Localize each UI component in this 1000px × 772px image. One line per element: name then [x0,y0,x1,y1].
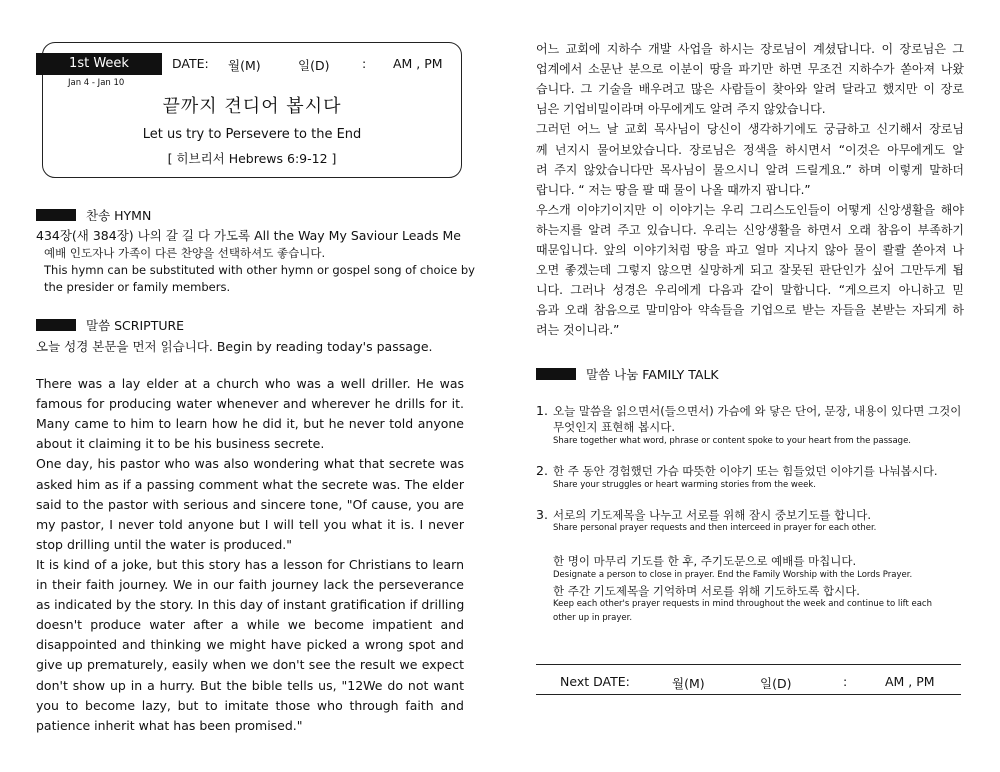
story-line: in their faith journey. We in our faith journey lack the perseverance [36,577,464,592]
ampm-label: AM , PM [393,56,443,71]
scripture-heading-text: 말씀 SCRIPTURE [86,318,185,333]
talk-item-ko: 서로의 기도제목을 나누고 서로를 위해 잠시 중보기도를 합니다. [553,508,872,522]
next-month-label: 월(M) [672,676,705,691]
hymn-line: 434장(새 384장) 나의 갈 길 다 가도록 All the Way My Saviour Leads Me [36,228,461,243]
story-line: as indicated by the story. In this day of instant gratification if drilling [36,597,465,613]
korean-story-line: 니다. 그러나 성경은 우리에게 다음과 같이 말합니다. “게으르지 아니하고 믿 [536,283,964,298]
scripture-reference: [ 히브리서 Hebrews 6:9-12 ] [167,151,337,166]
scripture-heading [36,316,184,334]
story-line: disappointed and thinking we might have picked a wrong spot and [36,637,464,653]
story-line: give up prematurely, easily when we don't see the result we expect [36,657,464,673]
korean-story-line: 그러던 어느 날 교회 목사님이 당신이 생각하기에도 궁금하고 신기해서 장로님 [536,122,964,137]
remember-en: Keep each other's prayer requests in mind throughout the week and continue to lift each [553,599,932,609]
story-line: famous for producing water whenever and wherever he drills for it. [36,396,464,412]
heading-bar [36,319,76,331]
divider-bottom [536,694,961,695]
talk-item-en: Share together what word, phrase or content spoke to your heart from the passage. [553,436,912,446]
hymn-heading [36,206,151,224]
talk-item-ko: 오늘 말씀을 읽으면서(들으면서) 가슴에 와 닿은 단어, 문장, 내용이 있다면 그것이 [553,404,962,418]
korean-story-line: 께 넌지시 물어보았습니다. 장로님은 정색을 하시면서 “이것은 아무에게도 알 [536,142,964,157]
korean-story-line: 려 주지 않았습니다만 목사님이 물으시니 알려 드릴게요.” 하며 이렇게 말하더 [536,162,964,177]
story-line: patience inherit what has been promised." [36,717,303,733]
family-talk-heading [536,365,719,383]
remember-ko: 한 주간 기도제목을 기억하며 서로를 위해 기도하도록 합시다. [553,584,860,598]
story-line: One day, his pastor who was also wondering what that secrete was [36,456,464,472]
closing-en: Designate a person to close in prayer. End the Family Worship with the Lords Prayer. [553,570,913,580]
date-label: DATE: [172,56,209,71]
korean-story-line: 려는 것이니라.” [536,323,620,338]
next-date-label: Next DATE: [560,674,630,689]
closing-ko: 한 명이 마무리 기도를 한 후, 주기도문으로 예배를 마칩니다. [553,554,857,568]
hymn-line: the presider or family members. [44,280,231,294]
story-line: doesn't produce water after a while we become impatient and [36,617,464,633]
story-line: you to become lazy, but to imitate those who through faith and [36,697,464,713]
korean-story-line: 습니다. 그 기술을 배우려고 많은 사람들이 찾아와 알려 달라고 했지만 이 장로 [536,82,964,97]
page-subtitle: Let us try to Persevere to the End [142,127,362,142]
talk-item-number: 3. [536,507,548,522]
story-line: stop drilling until the water is produced." [36,536,292,552]
next-colon: : [843,674,848,689]
korean-story-line: 오면 좋겠는데 그렇지 않으면 실망하게 되고 잘못된 판단인가 싶어 그만두게 됩 [536,263,964,278]
next-ampm-label: AM , PM [885,674,935,689]
heading-bar [36,209,76,221]
story-line: asked him as if a passing comment what the secrete was. The elder [36,476,464,492]
hymn-line: 예배 인도자나 가족이 다른 찬양을 선택하셔도 좋습니다. [44,246,326,260]
story-line: It is kind of a joke, but this story has a lesson for Christians to learn [36,556,464,572]
story-line: about it claiming it to be his business secrete. [36,436,325,452]
story-line: don't show up in a hurry. But the bible tells us, "12We do not want [36,677,464,693]
week-label: 1st Week [36,53,162,75]
story-line: said to the pastor with serious and sincere tone, "Of cause, you are [36,496,464,512]
next-day-label: 일(D) [760,676,792,691]
remember-en: other up in prayer. [553,613,633,623]
hymn-heading-text: 찬송 HYMN [86,208,152,223]
talk-item-ko: 무엇인지 표현해 봅시다. [553,420,676,434]
week-range: Jan 4 - Jan 10 [68,78,125,88]
korean-story-line: 업계에서 소문난 분으로 이분이 땅을 파기만 하면 무조건 지하수가 쏟아져 나왔 [536,62,964,77]
hymn-line: This hymn can be substituted with other hymn or gospel song of choice by [44,263,475,277]
day-label: 일(D) [298,58,330,73]
korean-story-line: 님은 기업비밀이라며 아무에게도 알려 주지 않았습니다. [536,102,826,117]
scripture-intro: 오늘 성경 본문을 먼저 읽습니다. Begin by reading today's passage. [36,339,433,354]
heading-bar [536,368,576,380]
korean-story-line: 랍니다. “ 저는 땅을 팔 때 물이 나올 때까지 팝니다.” [536,182,811,197]
month-label: 월(M) [228,58,261,73]
family-talk-heading-text: 말씀 나눔 FAMILY TALK [586,367,719,382]
talk-item-number: 2. [536,463,548,478]
time-colon: : [362,56,367,71]
talk-item-en: Share your struggles or heart warming stories from the week. [553,480,816,490]
story-line: There was a lay elder at a church who was a well driller. He was [36,376,464,391]
talk-item-number: 1. [536,403,548,418]
story-line: Many came to him to learn how he did it, but he never told anyone [36,416,464,432]
divider-top [536,664,961,665]
talk-item-en: Share personal prayer requests and then interceed in prayer for each other. [553,523,877,533]
page-title: 끝까지 견디어 봅시다 [162,96,342,117]
story-line: my pastor, I never told anyone but I will tell you what it is. I never [36,516,464,532]
korean-story-line: 우스개 이야기이지만 이 이야기는 우리 그리스도인들이 어떻게 신앙생활을 해야 [536,202,964,217]
talk-item-ko: 한 주 동안 경험했던 가슴 따뜻한 이야기 또는 힘들었던 이야기를 나눠봅시다. [553,464,938,478]
korean-story-line: 하는지를 알려 주고 있습니다. 우리는 신앙생활을 하면서 오래 참음이 부족하기 [536,222,964,237]
korean-story-line: 때문입니다. 앞의 이야기처럼 땅을 파고 얼마 지나지 않아 물이 콸콸 쏟아져 나 [536,243,964,257]
korean-story-line: 음과 오래 참음으로 말미암아 약속들을 기업으로 받는 자들을 본받는 자되게 하 [536,303,964,318]
korean-story-line: 어느 교회에 지하수 개발 사업을 하시는 장로님이 계셨답니다. 이 장로님은 그 [536,42,964,56]
